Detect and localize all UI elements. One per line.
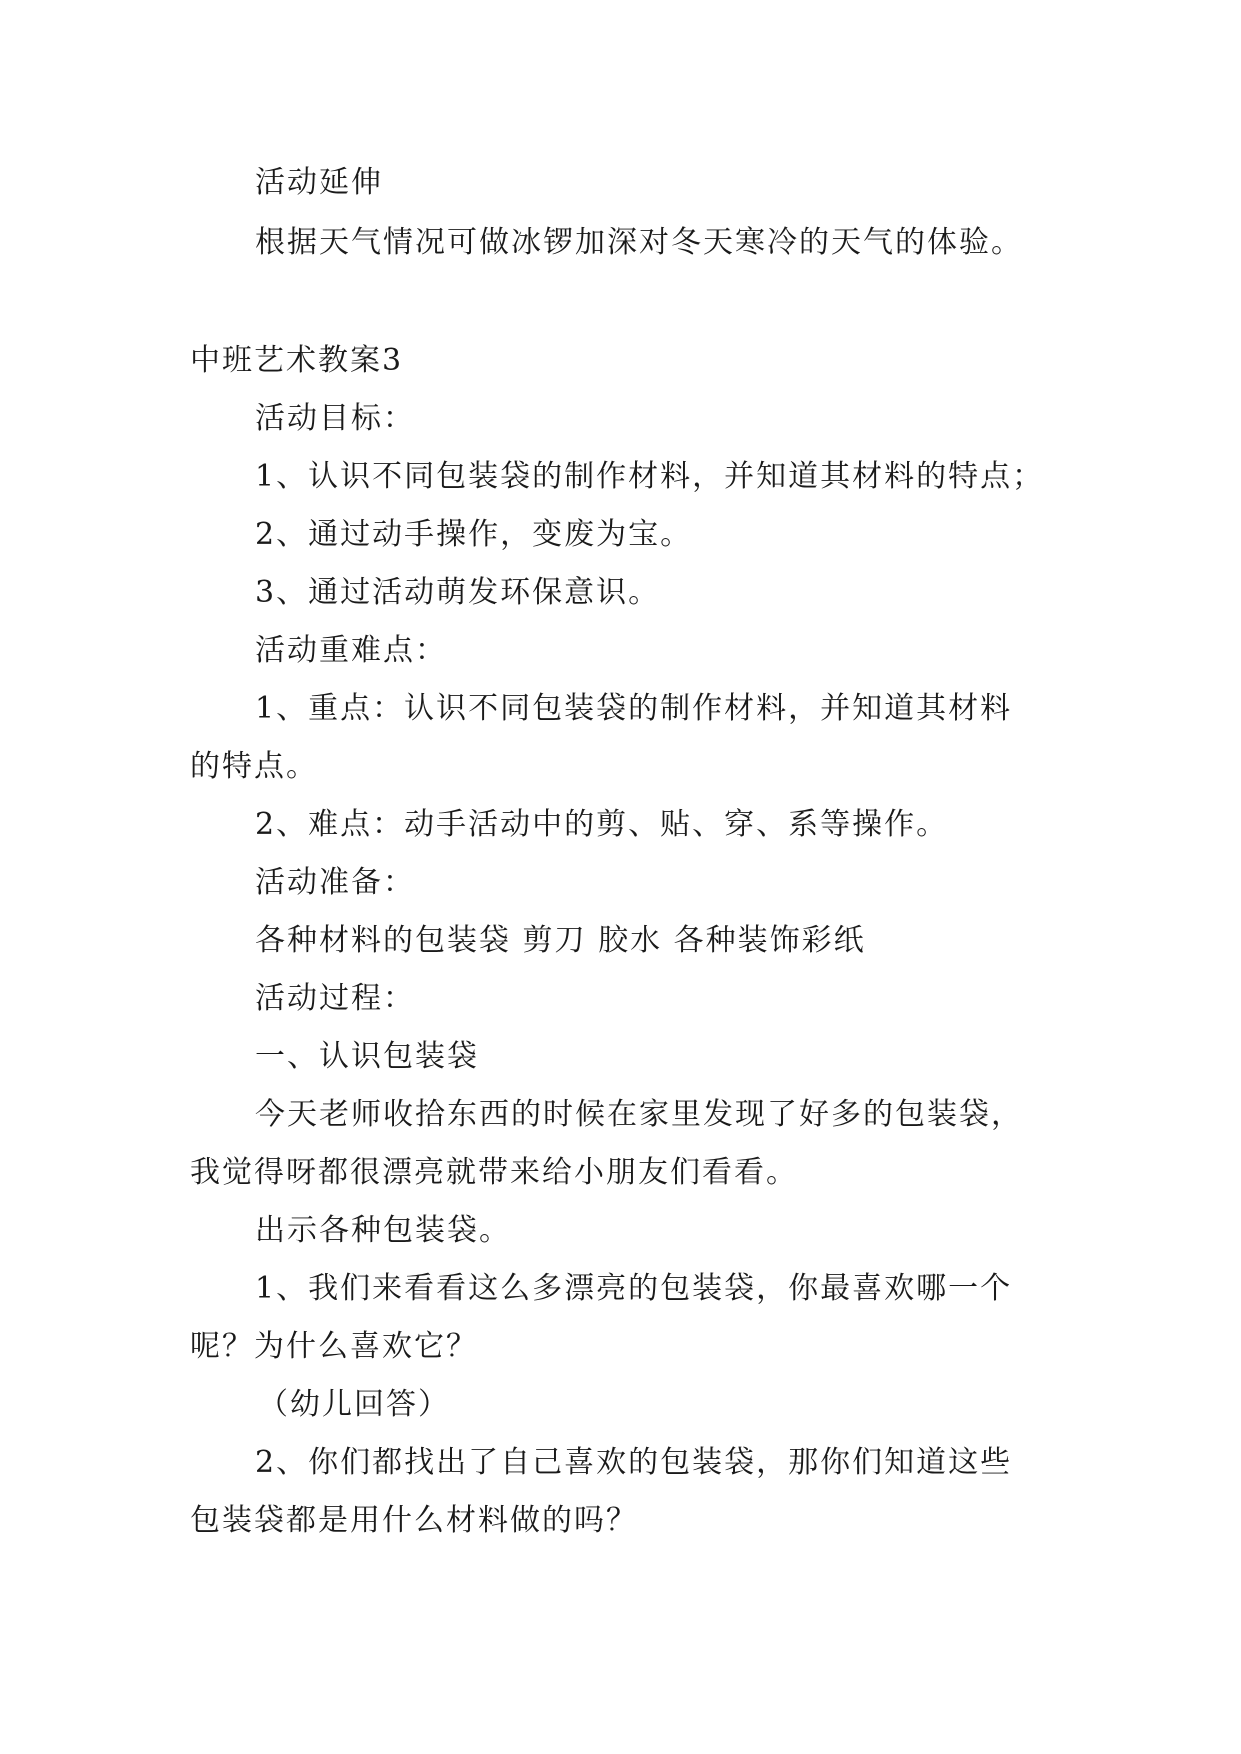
section-heading-extension: 活动延伸: [255, 165, 383, 200]
list-item: 3、通过活动萌发环保意识。: [255, 575, 661, 610]
section-heading-key-points: 活动重难点：: [255, 633, 447, 668]
paragraph-line: 今天老师收拾东西的时候在家里发现了好多的包装袋，: [255, 1097, 1023, 1132]
list-item: 2、通过动手操作，变废为宝。: [255, 517, 693, 552]
list-item: 2、难点：动手活动中的剪、贴、穿、系等操作。: [255, 807, 949, 842]
paragraph-line-continuation: 我觉得呀都很漂亮就带来给小朋友们看看。: [190, 1155, 798, 1190]
section-heading-goals: 活动目标：: [255, 401, 415, 436]
paragraph-line: 根据天气情况可做冰锣加深对冬天寒冷的天气的体验。: [255, 225, 1023, 260]
section-heading-process: 活动过程：: [255, 981, 415, 1016]
paragraph-line: 出示各种包装袋。: [255, 1213, 511, 1248]
materials-line: 各种材料的包装袋 剪刀 胶水 各种装饰彩纸: [255, 923, 866, 958]
list-item: 1、我们来看看这么多漂亮的包装袋，你最喜欢哪一个: [255, 1271, 1013, 1306]
list-item: 2、你们都找出了自己喜欢的包装袋，那你们知道这些: [255, 1445, 1013, 1480]
document-title: 中班艺术教案3: [190, 343, 404, 378]
list-item-continuation: 呢？为什么喜欢它？: [190, 1329, 478, 1364]
list-item: 1、认识不同包装袋的制作材料，并知道其材料的特点；: [255, 459, 1045, 494]
subsection-heading: 一、认识包装袋: [255, 1039, 479, 1074]
paragraph-line: （幼儿回答）: [258, 1387, 450, 1422]
list-item-continuation: 包装袋都是用什么材料做的吗？: [190, 1503, 638, 1538]
list-item: 1、重点：认识不同包装袋的制作材料，并知道其材料: [255, 691, 1013, 726]
list-item-continuation: 的特点。: [190, 749, 318, 784]
section-heading-preparation: 活动准备：: [255, 865, 415, 900]
